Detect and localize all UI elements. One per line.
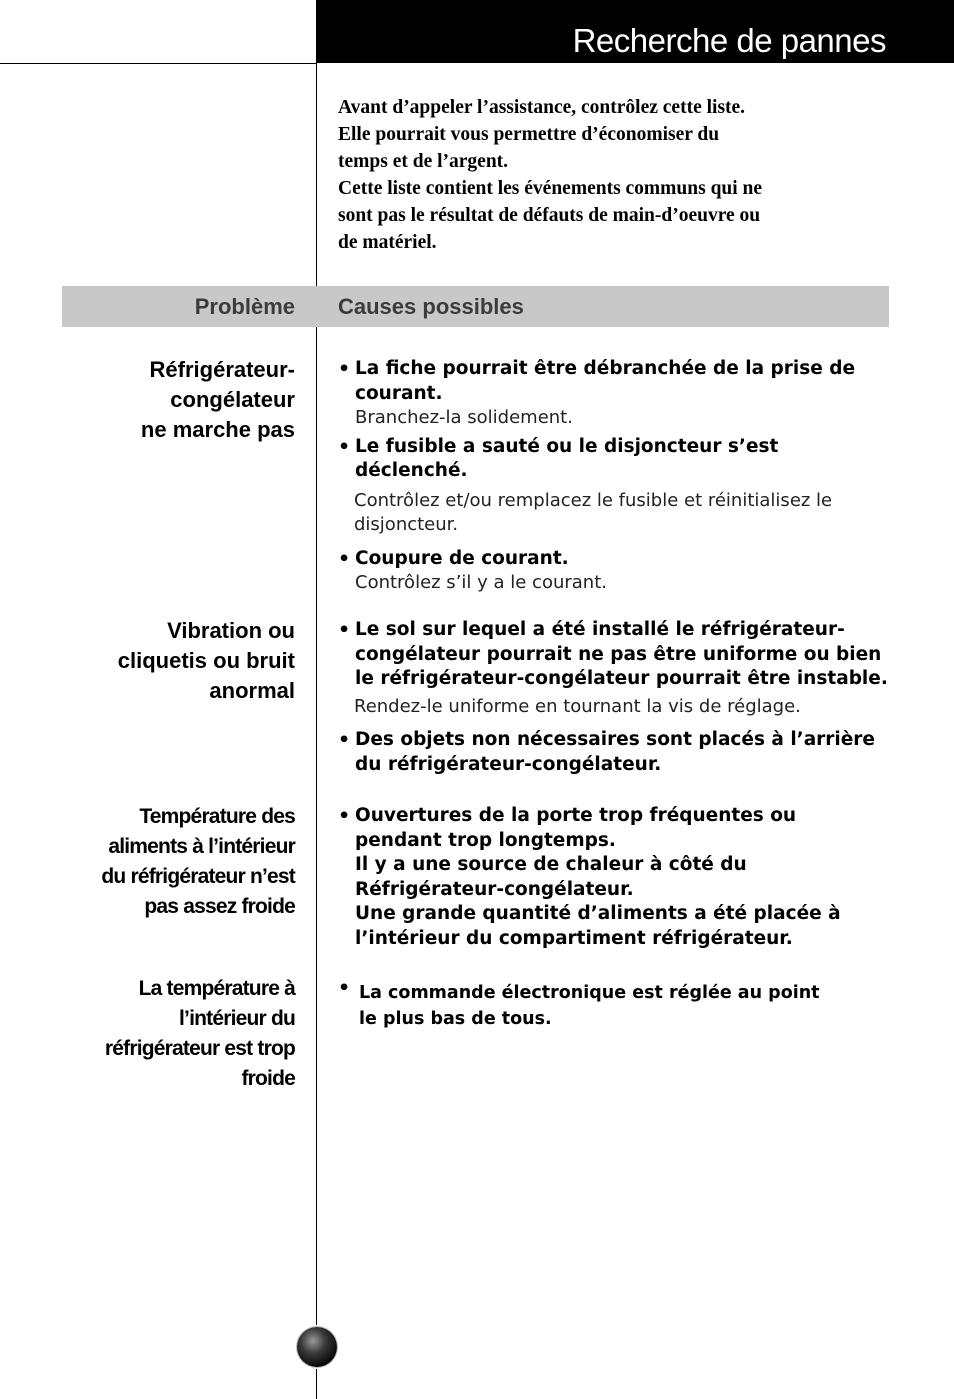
intro-line: temps et de l’argent. — [338, 151, 509, 172]
intro-line: Avant d’appeler l’assistance, contrôlez cette liste. — [338, 97, 746, 118]
problem-line: anormal — [209, 678, 295, 703]
cause-title: le réfrigérateur-congélateur pourrait être instable. — [355, 668, 888, 689]
problem-line: Vibration ou — [167, 618, 295, 643]
cause-item — [338, 728, 893, 777]
problem-line: froide — [241, 1067, 295, 1090]
column-divider — [316, 0, 317, 1399]
cause-title: courant. — [355, 382, 443, 404]
bullet-icon: • — [338, 729, 351, 751]
cause-item — [338, 618, 893, 719]
header-rule — [0, 63, 317, 64]
problem-line: cliquetis ou bruit — [117, 648, 295, 673]
problem-line: La température à — [138, 977, 295, 1000]
cause-title: Le sol sur lequel a été installé le réfrigérateur- — [355, 619, 845, 640]
bullet-icon: • — [338, 805, 351, 827]
intro-line: Elle pourrait vous permettre d’économiser du — [338, 124, 720, 145]
causes-list — [338, 357, 893, 596]
cause-title: congélateur pourrait ne pas être uniforme ou bien — [355, 643, 882, 665]
bullet-icon: • — [338, 977, 351, 999]
problem-line: aliments à l’intérieur — [108, 835, 295, 858]
page-marker-icon — [297, 1327, 337, 1367]
column-header-causes: Causes possibles — [338, 294, 524, 319]
cause-item — [338, 976, 893, 1032]
cause-title: Le fusible a sauté ou le disjoncteur s’est — [355, 435, 779, 457]
cause-title: La fiche pourrait être débranchée de la prise de — [355, 358, 856, 379]
causes-list — [338, 976, 893, 1032]
cause-title: le plus bas de tous. — [359, 1009, 552, 1029]
cause-title: La commande électronique est réglée au point — [359, 983, 820, 1003]
bullet-icon: • — [338, 358, 351, 380]
problem-label — [55, 974, 295, 1094]
page-title: Recherche de pannes — [572, 22, 886, 59]
cause-title: Il y a une source de chaleur à côté du — [355, 854, 747, 875]
cause-remedy: disjoncteur. — [354, 514, 459, 535]
cause-item — [338, 804, 893, 951]
cause-remedy: Branchez-la solidement. — [355, 407, 573, 428]
cause-title: du réfrigérateur-congélateur. — [355, 753, 662, 775]
cause-title: déclenché. — [355, 460, 468, 481]
cause-title: Une grande quantité d’aliments a été placée à — [355, 903, 841, 924]
problem-line: pas assez froide — [144, 895, 295, 918]
cause-title: pendant trop longtemps. — [355, 829, 616, 851]
cause-title: Coupure de courant. — [355, 547, 569, 569]
problem-label — [55, 355, 295, 445]
problem-line: ne marche pas — [140, 417, 295, 442]
cause-remedy: Rendez-le uniforme en tournant la vis de réglage. — [354, 695, 801, 717]
intro-text — [338, 94, 878, 256]
intro-line: de matériel. — [338, 232, 437, 253]
cause-title: Réfrigérateur-congélateur. — [355, 878, 634, 900]
cause-item — [338, 547, 893, 596]
column-header-problem: Problème — [194, 294, 295, 319]
bullet-icon: • — [338, 619, 351, 641]
causes-list — [338, 804, 893, 951]
problem-line: réfrigérateur est trop — [104, 1037, 295, 1060]
problem-label — [55, 616, 295, 706]
causes-list — [338, 618, 893, 777]
problem-line: l’intérieur du — [179, 1007, 295, 1030]
intro-line: sont pas le résultat de défauts de main-d’oeuvre ou — [338, 205, 761, 226]
problem-line: du réfrigérateur n’est — [101, 865, 295, 888]
problem-label — [55, 802, 295, 922]
cause-item — [338, 357, 893, 431]
bullet-icon: • — [338, 435, 351, 458]
problem-line: congélateur — [170, 387, 295, 412]
cause-title: Ouvertures de la porte trop fréquentes ou — [355, 805, 797, 826]
problem-line: Température des — [139, 805, 295, 828]
cause-remedy: Contrôlez s’il y a le courant. — [355, 572, 607, 593]
problem-line: Réfrigérateur- — [149, 357, 295, 382]
bullet-icon: • — [338, 547, 351, 570]
intro-line: Cette liste contient les événements communs qui ne — [338, 178, 763, 199]
cause-title: Des objets non nécessaires sont placés à l’arrière — [355, 729, 875, 750]
cause-item — [338, 435, 893, 538]
cause-remedy: Contrôlez et/ou remplacez le fusible et réinitialisez le — [354, 489, 833, 511]
cause-title: l’intérieur du compartiment réfrigérateur. — [355, 927, 793, 949]
